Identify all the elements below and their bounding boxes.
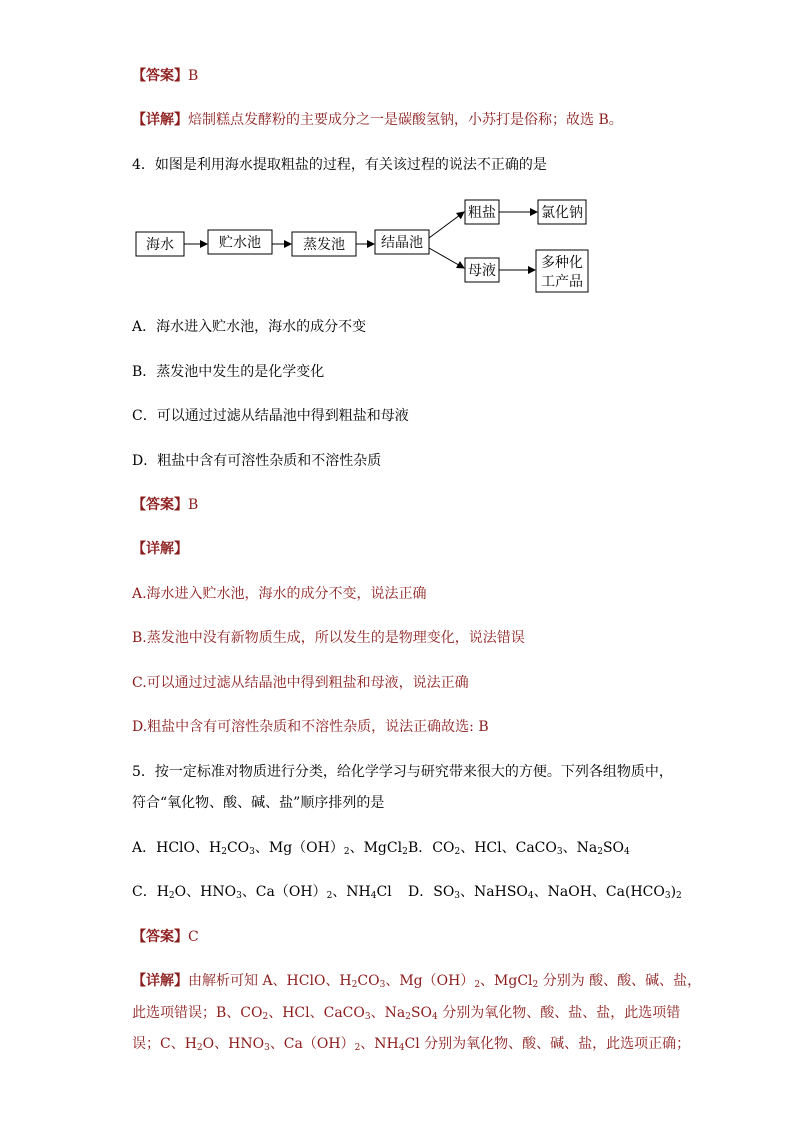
label-crystallization-pool: 结晶池 (381, 235, 423, 251)
q4-explain-tag (132, 539, 188, 559)
explain-tag: 【详解】 (132, 112, 188, 128)
q4-answer (132, 495, 198, 515)
answer-tag: 【答案】 (132, 497, 188, 513)
answer-value: C (188, 929, 199, 945)
salt-extraction-flow-diagram (130, 192, 600, 296)
q5-stem-line-1: 5．按一定标准对物质进行分类，给化学学习与研究带来很大的方便。下列各组物质中， (132, 764, 673, 780)
answer-value: B (188, 68, 199, 84)
q5-option-d: D．$SO_3$、NaHSO$_4$、NaOH、$Ca(HCO_3)_2$ (408, 884, 682, 901)
explain-tag: 【详解】 (132, 973, 188, 989)
label-chem-products-2: 工产品 (541, 274, 583, 290)
q5-explain-line-2: 此选项错误；B、$CO_2$、HCl、CaCO$_3$、$Na_2SO_4$ 分别为氧化物、酸、盐、盐，此选项错 (132, 1005, 681, 1022)
answer-tag: 【答案】 (132, 929, 188, 945)
answer-value: B (188, 497, 199, 513)
q4-explain-line-d: D.粗盐中含有可溶性杂质和不溶性杂质，说法正确故选: B (132, 719, 489, 735)
q4-option-c: C．可以通过过滤从结晶池中得到粗盐和母液 (132, 408, 409, 424)
arrow-crystallization-crude-salt (429, 212, 464, 238)
q5-option-c: C．$H_2O$、$HNO_3$、$Ca(OH)_2$、$NH_4Cl$ (132, 884, 392, 901)
label-evaporation-pool: 蒸发池 (303, 237, 345, 253)
q4-option-d: D．粗盐中含有可溶性杂质和不溶性杂质 (132, 453, 382, 469)
q4-option-b: B．蒸发池中发生的是化学变化 (132, 364, 325, 380)
explain-text: 焙制糕点发酵粉的主要成分之一是碳酸氢钠，小苏打是俗称；故选 B。 (188, 112, 623, 128)
q5-answer (132, 927, 199, 947)
q4-explain-line-c: C.可以通过过滤从结晶池中得到粗盐和母液，说法正确 (132, 675, 469, 691)
label-mother-liquor: 母液 (468, 263, 496, 279)
q3-answer (132, 66, 198, 86)
q5-explain-line-3: 误；C、$H_2O$、$HNO_3$、$Ca(OH)_2$、$NH_4Cl$ 分别为氧化物、酸、碱、盐，此选项正确； (132, 1036, 691, 1053)
label-storage-pool: 贮水池 (219, 235, 261, 251)
q5-option-b: B．$CO_2$、HCl、CaCO$_3$、$Na_2SO_4$ (408, 840, 630, 857)
label-chem-products-1: 多种化 (541, 255, 583, 271)
answer-tag: 【答案】 (132, 68, 188, 84)
q4-explain-line-b: B.蒸发池中没有新物质生成，所以发生的是物理变化，说法错误 (132, 630, 525, 646)
q4-stem: 4．如图是利用海水提取粗盐的过程，有关该过程的说法不正确的是 (132, 157, 547, 173)
label-seawater: 海水 (146, 237, 174, 253)
q5-option-a: A．HClO、$H_2CO_3$、$Mg(OH)_2$、MgCl$_2$ (132, 840, 408, 857)
q5-stem-line-2: 符合“氧化物、酸、碱、盐”顺序排列的是 (132, 795, 385, 811)
q3-explanation (132, 110, 623, 130)
q4-option-a: A．海水进入贮水池，海水的成分不变 (132, 319, 367, 335)
explain-tag: 【详解】 (132, 541, 188, 557)
q4-explain-line-a: A.海水进入贮水池，海水的成分不变，说法正确 (132, 586, 427, 602)
q5-explain-line-1: 【详解】由解析可知 A、HClO、$H_2CO_3$、$Mg(OH)_2$、MgCl$_2$ 分别为 酸、酸、碱、盐， (132, 973, 702, 990)
label-crude-salt: 粗盐 (468, 205, 496, 221)
label-sodium-chloride: 氯化钠 (541, 205, 583, 221)
arrow-crystallization-mother-liquor (429, 248, 464, 268)
